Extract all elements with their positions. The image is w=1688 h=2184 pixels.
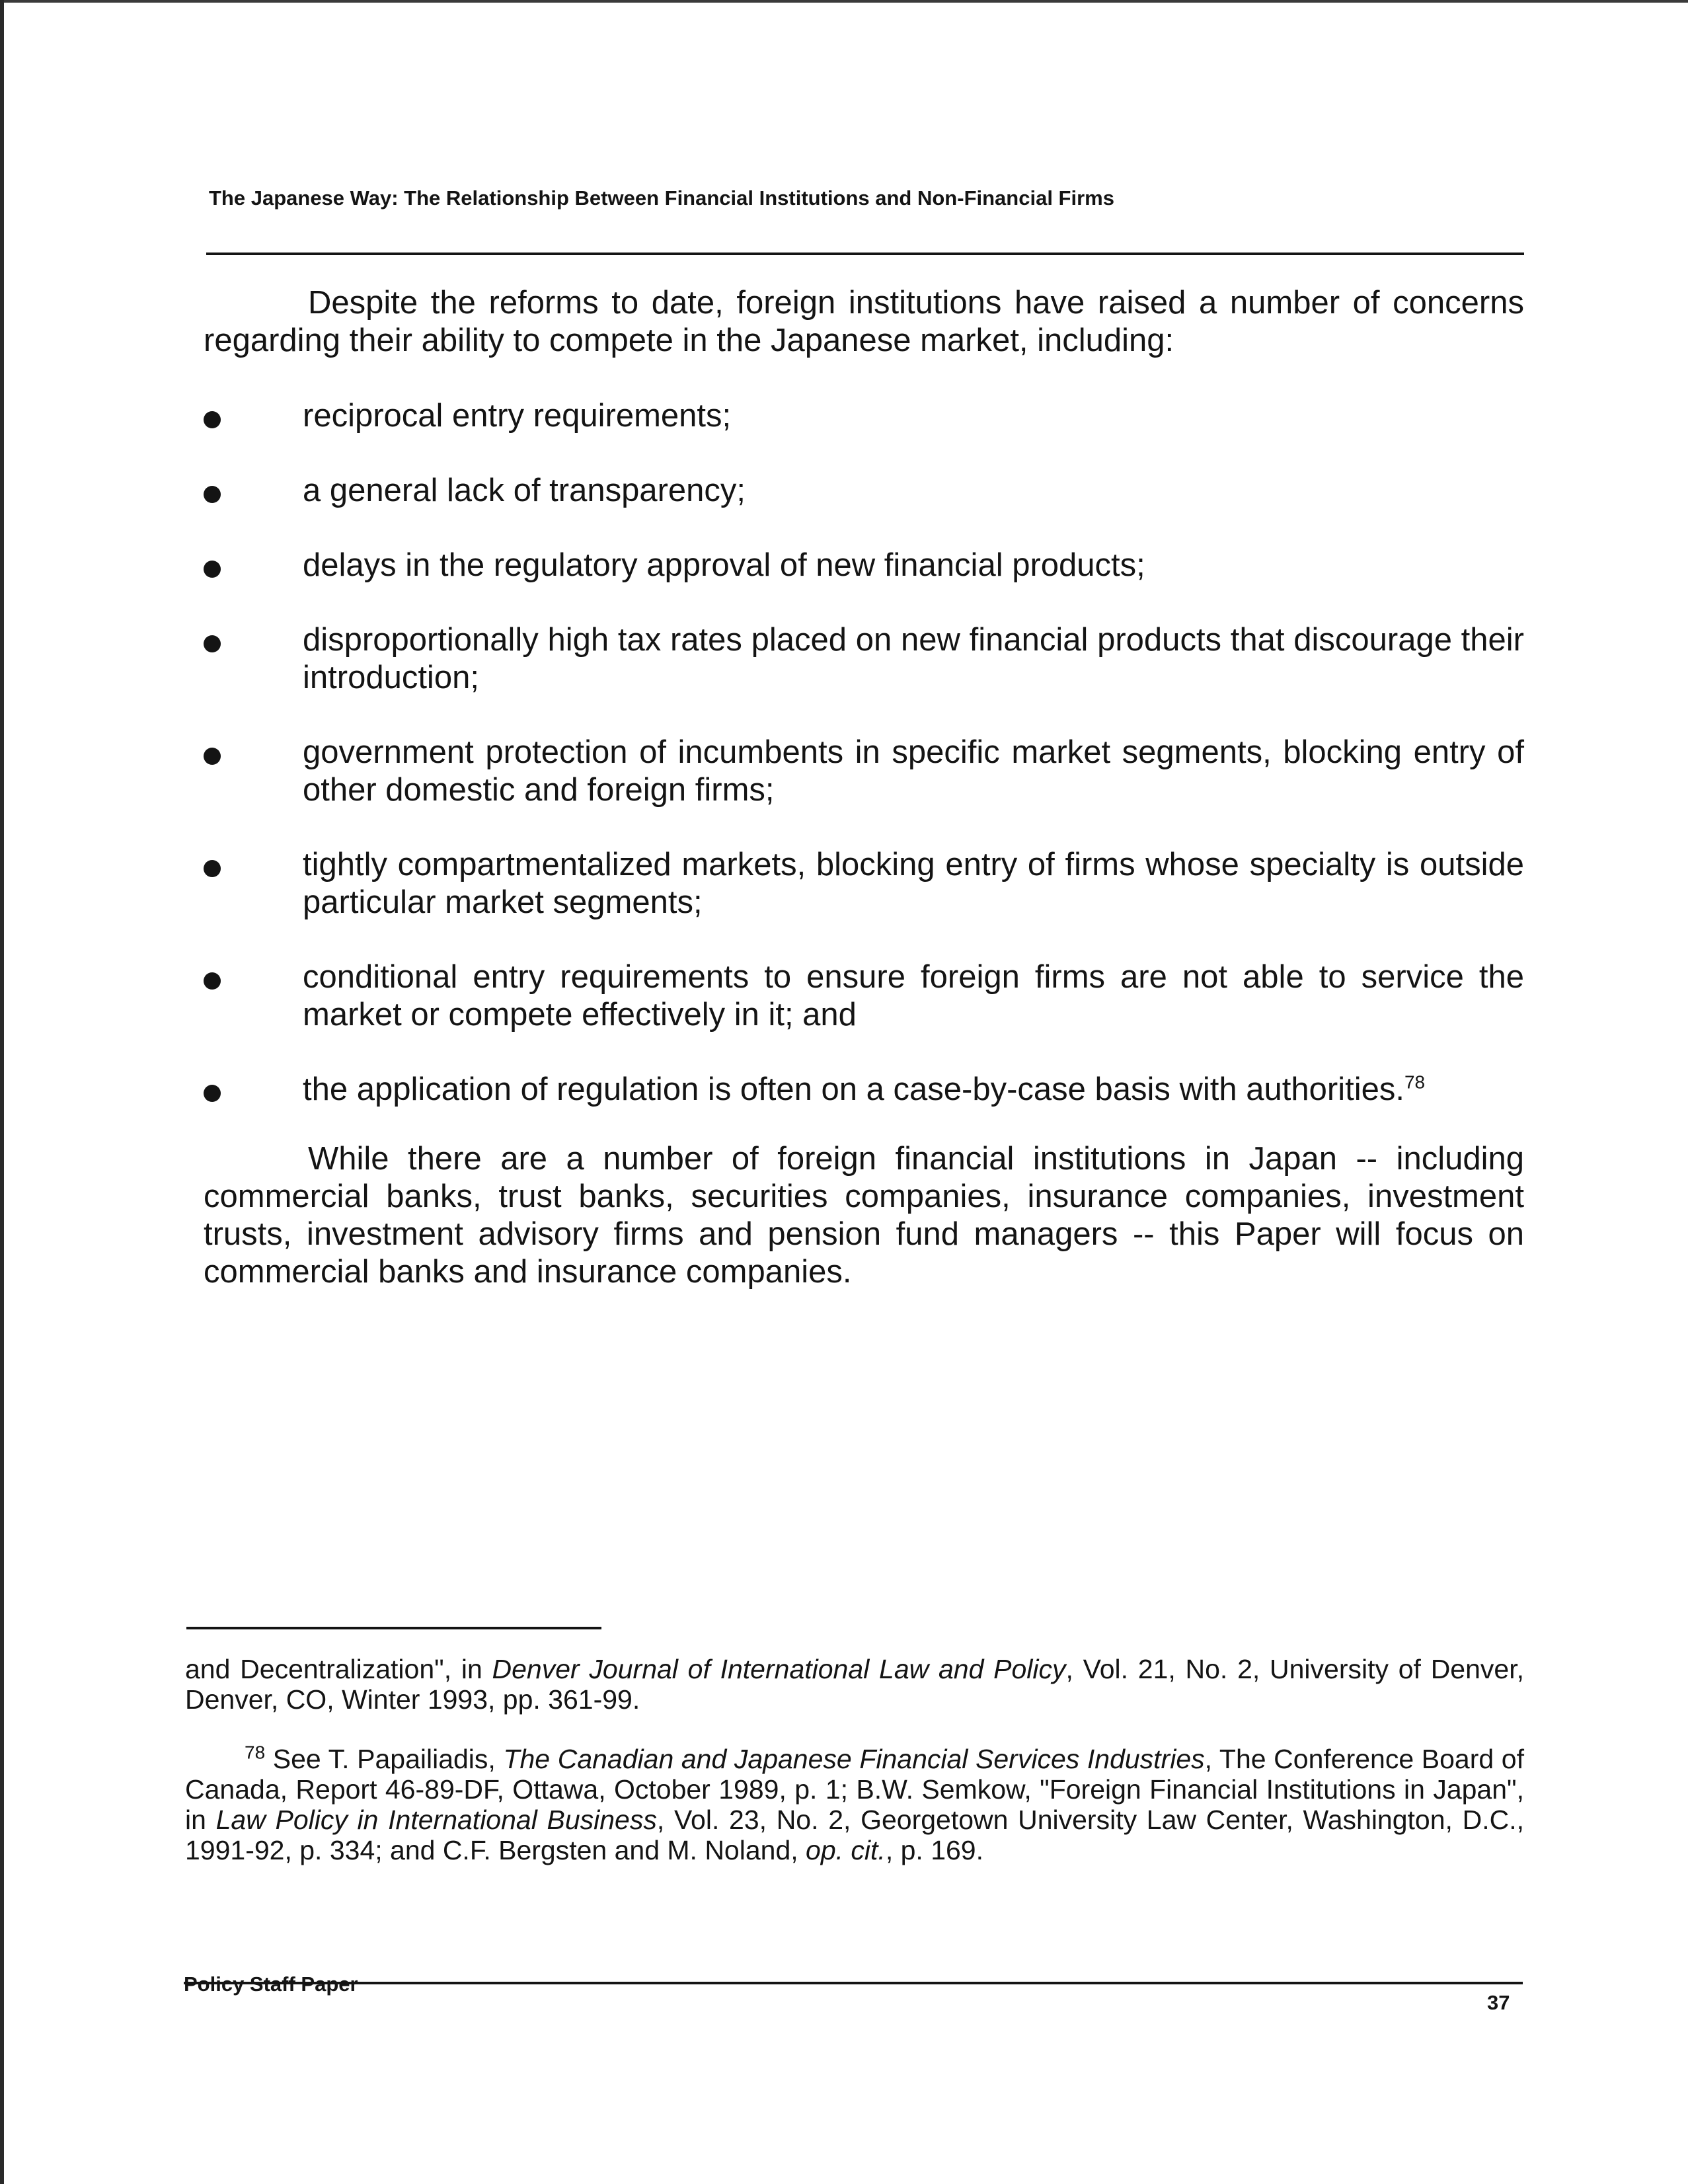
footnote-text: , The Conference Board of Canada, Report 46-89-DF, Ottawa, October 1989, p. 1; B.W. Semkow, "Foreign Financial Institutions in Japan", in bbox=[185, 1744, 1524, 1835]
footnote-text: , Vol. 21, No. 2, University of Denver, Denver, CO, Winter 1993, pp. 361-99. bbox=[185, 1654, 1524, 1715]
running-header: The Japanese Way: The Relationship Between Financial Institutions and Non-Financial Firms bbox=[209, 186, 1114, 210]
bullet-icon bbox=[204, 1085, 221, 1102]
main-text bbox=[204, 284, 1524, 1291]
list-item bbox=[204, 1071, 1524, 1109]
list-item-text: delays in the regulatory approval of new financial products; bbox=[303, 547, 1145, 583]
bullet-icon bbox=[204, 411, 221, 428]
footer-label bbox=[184, 1972, 358, 1996]
footnote-journal-title: Denver Journal of International Law and Policy bbox=[492, 1654, 1066, 1684]
header-rule bbox=[206, 253, 1524, 255]
bullet-icon bbox=[204, 561, 221, 578]
bullet-icon bbox=[204, 748, 221, 765]
list-item-text: reciprocal entry requirements; bbox=[303, 398, 732, 434]
list-item-text: conditional entry requirements to ensure foreign firms are not able to service the market or compete effectively in it; and bbox=[303, 959, 1524, 1033]
footnote-ref-78[interactable]: 78 bbox=[1404, 1072, 1426, 1093]
page-left-edge bbox=[0, 0, 4, 2184]
concerns-list bbox=[204, 397, 1524, 1109]
footnote-separator bbox=[186, 1627, 601, 1629]
footnote-book-title: The Canadian and Japanese Financial Services Industries bbox=[503, 1744, 1205, 1774]
footnotes bbox=[185, 1654, 1524, 1865]
footnote-text: , Vol. 23, No. 2, Georgetown University Law Center, Washington, D.C., 1991-92, p. 334; and C.F. Bergsten and M. Noland, bbox=[185, 1805, 1525, 1865]
footnote-journal-title: Law Policy in International Business bbox=[215, 1805, 657, 1835]
list-item-text: the application of regulation is often on a case-by-case basis with authorities. bbox=[303, 1072, 1404, 1107]
list-item bbox=[204, 621, 1524, 697]
list-item bbox=[204, 958, 1524, 1034]
list-item-text: tightly compartmentalized markets, blocking entry of firms whose specialty is outside particular market segments; bbox=[303, 847, 1524, 920]
list-item-text: disproportionally high tax rates placed on new financial products that discourage their introduction; bbox=[303, 622, 1524, 695]
list-item-text: a general lack of transparency; bbox=[303, 473, 746, 508]
page-number: 37 bbox=[1487, 1991, 1510, 2014]
bullet-icon bbox=[204, 486, 221, 503]
footnote-number: 78 bbox=[245, 1742, 266, 1763]
footnote-text: See T. Papailiadis, bbox=[265, 1744, 504, 1774]
list-item bbox=[204, 397, 1524, 435]
bullet-icon bbox=[204, 860, 221, 877]
page-top-edge bbox=[0, 0, 1688, 3]
bullet-icon bbox=[204, 635, 221, 652]
list-item bbox=[204, 547, 1524, 584]
footer-rule bbox=[184, 1982, 1523, 1984]
footnote-continued bbox=[185, 1654, 1524, 1715]
footnote-text: , p. 169. bbox=[885, 1835, 983, 1865]
intro-paragraph: Despite the reforms to date, foreign institutions have raised a number of concerns regarding their ability to compete in the Japanese market, including: bbox=[204, 285, 1524, 358]
list-item bbox=[204, 472, 1524, 510]
list-item bbox=[204, 846, 1524, 921]
footnote-citation-abbrev: op. cit. bbox=[806, 1835, 886, 1865]
list-item bbox=[204, 734, 1524, 809]
closing-paragraph: While there are a number of foreign financial institutions in Japan -- including commercial banks, trust banks, securities companies, insurance companies, investment trusts, investment advisory firms and pension fund managers -- this Paper will focus on commercial banks and insurance companies. bbox=[204, 1141, 1524, 1290]
bullet-icon bbox=[204, 972, 221, 990]
footnote-text: and Decentralization", in bbox=[185, 1654, 492, 1684]
footnote-78 bbox=[185, 1744, 1524, 1865]
list-item-text: government protection of incumbents in specific market segments, blocking entry of other domestic and foreign firms; bbox=[303, 734, 1524, 808]
